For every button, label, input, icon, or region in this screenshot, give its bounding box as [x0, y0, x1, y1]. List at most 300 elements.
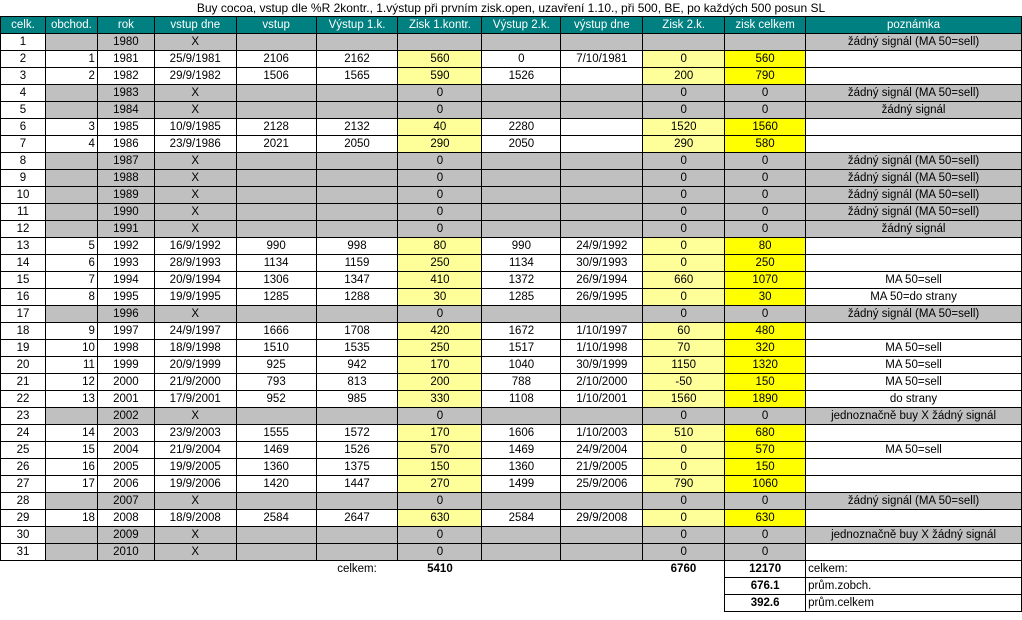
cell-vstup[interactable] — [236, 204, 316, 221]
cell-zisk-celkem[interactable]: 570 — [725, 442, 806, 459]
cell-rok[interactable]: 1980 — [97, 34, 154, 51]
cell-celk[interactable]: 4 — [1, 85, 46, 102]
cell-zisk-2-k[interactable]: 1150 — [643, 357, 725, 374]
cell-vstup-dne[interactable]: 18/9/1998 — [154, 340, 236, 357]
cell-zisk-1-kontr[interactable]: 0 — [398, 102, 482, 119]
cell-vstup[interactable]: 1506 — [236, 68, 316, 85]
cell-obchod[interactable]: 15 — [45, 442, 97, 459]
cell-v-stup-2-k[interactable] — [482, 153, 561, 170]
cell-vstup[interactable] — [236, 408, 316, 425]
cell-zisk-celkem[interactable]: 0 — [725, 153, 806, 170]
cell-rok[interactable]: 1999 — [97, 357, 154, 374]
cell-v-stup-2-k[interactable]: 1360 — [482, 459, 561, 476]
cell-celk[interactable]: 1 — [1, 34, 46, 51]
cell-pozn-mka[interactable]: MA 50=sell — [806, 340, 1022, 357]
cell-zisk-1-kontr[interactable]: 0 — [398, 544, 482, 561]
empty-cell[interactable] — [45, 595, 97, 612]
cell-v-stup-dne[interactable] — [561, 170, 643, 187]
cell-v-stup-2-k[interactable]: 1517 — [482, 340, 561, 357]
total-celkem-label[interactable]: celkem: — [806, 561, 1022, 578]
cell-rok[interactable]: 2002 — [97, 408, 154, 425]
cell-vstup-dne[interactable]: X — [154, 170, 236, 187]
cell-rok[interactable]: 2003 — [97, 425, 154, 442]
cell-v-stup-dne[interactable]: 26/9/1995 — [561, 289, 643, 306]
cell-zisk-1-kontr[interactable]: 0 — [398, 85, 482, 102]
cell-v-stup-1-k[interactable]: 2050 — [316, 136, 398, 153]
cell-pozn-mka[interactable]: do strany — [806, 391, 1022, 408]
cell-celk[interactable]: 9 — [1, 170, 46, 187]
empty-cell[interactable] — [398, 578, 482, 595]
column-header[interactable]: vstup — [236, 17, 316, 34]
cell-pozn-mka[interactable]: žádný signál — [806, 221, 1022, 238]
cell-rok[interactable]: 1981 — [97, 51, 154, 68]
cell-obchod[interactable] — [45, 221, 97, 238]
cell-celk[interactable]: 18 — [1, 323, 46, 340]
cell-zisk-celkem[interactable]: 0 — [725, 187, 806, 204]
cell-zisk-1-kontr[interactable]: 630 — [398, 510, 482, 527]
cell-rok[interactable]: 1992 — [97, 238, 154, 255]
cell-zisk-1-kontr[interactable]: 170 — [398, 425, 482, 442]
cell-zisk-celkem[interactable]: 320 — [725, 340, 806, 357]
cell-vstup[interactable] — [236, 493, 316, 510]
cell-zisk-1-kontr[interactable]: 330 — [398, 391, 482, 408]
cell-v-stup-1-k[interactable]: 1572 — [316, 425, 398, 442]
column-header[interactable]: Výstup 1.k. — [316, 17, 398, 34]
cell-obchod[interactable]: 8 — [45, 289, 97, 306]
cell-zisk-celkem[interactable]: 1320 — [725, 357, 806, 374]
cell-vstup[interactable]: 1555 — [236, 425, 316, 442]
cell-v-stup-dne[interactable]: 29/9/2008 — [561, 510, 643, 527]
cell-v-stup-2-k[interactable]: 1469 — [482, 442, 561, 459]
cell-vstup[interactable]: 2584 — [236, 510, 316, 527]
total-zisk2[interactable]: 6760 — [670, 563, 697, 576]
cell-celk[interactable]: 5 — [1, 102, 46, 119]
cell-pozn-mka[interactable]: žádný signál (MA 50=sell) — [806, 34, 1022, 51]
cell-vstup-dne[interactable]: X — [154, 221, 236, 238]
cell-pozn-mka[interactable]: žádný signál — [806, 102, 1022, 119]
cell-zisk-1-kontr[interactable]: 270 — [398, 476, 482, 493]
cell-rok[interactable]: 1997 — [97, 323, 154, 340]
cell-celk[interactable]: 10 — [1, 187, 46, 204]
cell-vstup-dne[interactable]: X — [154, 493, 236, 510]
cell-vstup[interactable]: 1469 — [236, 442, 316, 459]
cell-v-stup-1-k[interactable]: 1347 — [316, 272, 398, 289]
column-header[interactable]: poznámka — [806, 17, 1022, 34]
cell-vstup[interactable] — [236, 85, 316, 102]
cell-celk[interactable]: 20 — [1, 357, 46, 374]
cell-zisk-2-k[interactable]: 290 — [643, 136, 725, 153]
cell-v-stup-2-k[interactable] — [482, 85, 561, 102]
cell-zisk-2-k[interactable]: 660 — [643, 272, 725, 289]
cell-pozn-mka[interactable] — [806, 476, 1022, 493]
cell-v-stup-1-k[interactable]: 998 — [316, 238, 398, 255]
cell-celk[interactable]: 19 — [1, 340, 46, 357]
cell-celk[interactable]: 16 — [1, 289, 46, 306]
cell-pozn-mka[interactable]: žádný signál (MA 50=sell) — [806, 153, 1022, 170]
cell-vstup[interactable] — [236, 187, 316, 204]
cell-v-stup-dne[interactable] — [561, 187, 643, 204]
cell-vstup[interactable]: 990 — [236, 238, 316, 255]
cell-zisk-2-k[interactable]: 0 — [643, 527, 725, 544]
cell-zisk-2-k[interactable]: 0 — [643, 289, 725, 306]
cell-v-stup-2-k[interactable]: 0 — [482, 51, 561, 68]
cell-zisk-2-k[interactable]: 0 — [643, 221, 725, 238]
cell-zisk-2-k[interactable]: 0 — [643, 459, 725, 476]
cell-vstup-dne[interactable]: X — [154, 408, 236, 425]
cell-v-stup-2-k[interactable]: 1372 — [482, 272, 561, 289]
cell-v-stup-1-k[interactable] — [316, 221, 398, 238]
cell-v-stup-2-k[interactable] — [482, 187, 561, 204]
cell-vstup[interactable]: 1666 — [236, 323, 316, 340]
cell-zisk-2-k[interactable]: 0 — [643, 187, 725, 204]
cell-v-stup-1-k[interactable] — [316, 102, 398, 119]
cell-pozn-mka[interactable] — [806, 544, 1022, 561]
cell-zisk-celkem[interactable]: 80 — [725, 238, 806, 255]
cell-zisk-celkem[interactable]: 560 — [725, 51, 806, 68]
cell-obchod[interactable] — [45, 493, 97, 510]
cell-pozn-mka[interactable]: MA 50=sell — [806, 374, 1022, 391]
cell-v-stup-1-k[interactable]: 1159 — [316, 255, 398, 272]
cell-v-stup-dne[interactable] — [561, 544, 643, 561]
cell-v-stup-2-k[interactable]: 1606 — [482, 425, 561, 442]
cell-v-stup-2-k[interactable] — [482, 306, 561, 323]
cell-rok[interactable]: 2004 — [97, 442, 154, 459]
cell-zisk-celkem[interactable]: 680 — [725, 425, 806, 442]
cell-rok[interactable]: 2000 — [97, 374, 154, 391]
empty-cell[interactable] — [97, 561, 154, 578]
empty-cell[interactable] — [1, 578, 46, 595]
cell-v-stup-dne[interactable]: 24/9/2004 — [561, 442, 643, 459]
empty-cell[interactable] — [154, 595, 236, 612]
cell-vstup-dne[interactable]: 29/9/1982 — [154, 68, 236, 85]
cell-v-stup-dne[interactable]: 21/9/2005 — [561, 459, 643, 476]
cell-celk[interactable]: 21 — [1, 374, 46, 391]
cell-vstup-dne[interactable]: X — [154, 204, 236, 221]
column-header[interactable]: Výstup 2.k. — [482, 17, 561, 34]
cell-zisk-1-kontr[interactable]: 290 — [398, 136, 482, 153]
cell-v-stup-dne[interactable] — [561, 204, 643, 221]
cell-vstup-dne[interactable]: 23/9/2003 — [154, 425, 236, 442]
cell-vstup[interactable]: 1510 — [236, 340, 316, 357]
cell-v-stup-dne[interactable]: 7/10/1981 — [561, 51, 643, 68]
cell-zisk-2-k[interactable]: 60 — [643, 323, 725, 340]
avg-total-value[interactable]: 392.6 — [725, 595, 806, 612]
cell-v-stup-1-k[interactable]: 1708 — [316, 323, 398, 340]
cell-v-stup-dne[interactable] — [561, 153, 643, 170]
cell-zisk-1-kontr[interactable]: 0 — [398, 527, 482, 544]
cell-celk[interactable]: 25 — [1, 442, 46, 459]
cell-rok[interactable]: 2007 — [97, 493, 154, 510]
cell-pozn-mka[interactable] — [806, 510, 1022, 527]
cell-pozn-mka[interactable]: žádný signál (MA 50=sell) — [806, 170, 1022, 187]
cell-v-stup-dne[interactable]: 2/10/2000 — [561, 374, 643, 391]
cell-vstup-dne[interactable]: 25/9/1981 — [154, 51, 236, 68]
cell-vstup[interactable] — [236, 153, 316, 170]
cell-vstup[interactable]: 952 — [236, 391, 316, 408]
cell-zisk-2-k[interactable]: 0 — [643, 493, 725, 510]
cell-obchod[interactable]: 18 — [45, 510, 97, 527]
cell-rok[interactable]: 2001 — [97, 391, 154, 408]
cell-vstup-dne[interactable]: X — [154, 85, 236, 102]
cell-celk[interactable]: 12 — [1, 221, 46, 238]
cell-rok[interactable]: 2008 — [97, 510, 154, 527]
cell-v-stup-2-k[interactable] — [482, 544, 561, 561]
column-header[interactable]: obchod. — [45, 17, 97, 34]
cell-zisk-2-k[interactable]: 70 — [643, 340, 725, 357]
cell-v-stup-2-k[interactable] — [482, 221, 561, 238]
cell-zisk-celkem[interactable]: 1560 — [725, 119, 806, 136]
cell-vstup-dne[interactable]: 21/9/2004 — [154, 442, 236, 459]
cell-rok[interactable]: 1983 — [97, 85, 154, 102]
cell-pozn-mka[interactable]: žádný signál (MA 50=sell) — [806, 187, 1022, 204]
cell-celk[interactable]: 27 — [1, 476, 46, 493]
cell-v-stup-dne[interactable] — [561, 306, 643, 323]
cell-v-stup-1-k[interactable] — [316, 85, 398, 102]
cell-vstup[interactable] — [236, 527, 316, 544]
column-header[interactable]: zisk celkem — [725, 17, 806, 34]
cell-vstup[interactable]: 793 — [236, 374, 316, 391]
cell-obchod[interactable] — [45, 153, 97, 170]
cell-zisk-2-k[interactable]: 0 — [643, 85, 725, 102]
cell-obchod[interactable] — [45, 85, 97, 102]
cell-vstup[interactable]: 1306 — [236, 272, 316, 289]
cell-v-stup-1-k[interactable] — [316, 306, 398, 323]
cell-pozn-mka[interactable]: MA 50=do strany — [806, 289, 1022, 306]
cell-celk[interactable]: 24 — [1, 425, 46, 442]
cell-v-stup-1-k[interactable]: 1447 — [316, 476, 398, 493]
cell-v-stup-2-k[interactable] — [482, 493, 561, 510]
cell-v-stup-1-k[interactable]: 1565 — [316, 68, 398, 85]
cell-zisk-celkem[interactable]: 0 — [725, 221, 806, 238]
cell-v-stup-1-k[interactable] — [316, 408, 398, 425]
cell-vstup[interactable] — [236, 102, 316, 119]
cell-v-stup-1-k[interactable]: 813 — [316, 374, 398, 391]
cell-zisk-1-kontr[interactable]: 0 — [398, 306, 482, 323]
cell-vstup[interactable] — [236, 221, 316, 238]
cell-zisk-2-k[interactable]: 0 — [643, 442, 725, 459]
cell-zisk-2-k[interactable]: 0 — [643, 51, 725, 68]
cell-pozn-mka[interactable] — [806, 136, 1022, 153]
cell-vstup[interactable] — [236, 544, 316, 561]
cell-zisk-2-k[interactable]: 0 — [643, 153, 725, 170]
cell-pozn-mka[interactable]: žádný signál (MA 50=sell) — [806, 493, 1022, 510]
cell-zisk-celkem[interactable]: 250 — [725, 255, 806, 272]
cell-vstup[interactable]: 925 — [236, 357, 316, 374]
cell-v-stup-1-k[interactable] — [316, 153, 398, 170]
cell-v-stup-dne[interactable] — [561, 221, 643, 238]
cell-v-stup-2-k[interactable]: 1672 — [482, 323, 561, 340]
cell-zisk-2-k[interactable]: 0 — [643, 102, 725, 119]
cell-vstup[interactable]: 1420 — [236, 476, 316, 493]
cell-v-stup-1-k[interactable]: 1535 — [316, 340, 398, 357]
cell-v-stup-2-k[interactable] — [482, 408, 561, 425]
cell-vstup-dne[interactable]: X — [154, 187, 236, 204]
cell-v-stup-2-k[interactable] — [482, 204, 561, 221]
cell-zisk-1-kontr[interactable]: 250 — [398, 255, 482, 272]
cell-v-stup-2-k[interactable]: 1499 — [482, 476, 561, 493]
cell-obchod[interactable]: 5 — [45, 238, 97, 255]
cell-celk[interactable]: 6 — [1, 119, 46, 136]
cell-pozn-mka[interactable]: MA 50=sell — [806, 272, 1022, 289]
cell-vstup-dne[interactable]: 24/9/1997 — [154, 323, 236, 340]
cell-vstup-dne[interactable]: 17/9/2001 — [154, 391, 236, 408]
cell-zisk-1-kontr[interactable]: 0 — [398, 187, 482, 204]
cell-v-stup-1-k[interactable] — [316, 170, 398, 187]
cell-rok[interactable]: 1994 — [97, 272, 154, 289]
cell-zisk-1-kontr[interactable]: 40 — [398, 119, 482, 136]
cell-pozn-mka[interactable] — [806, 238, 1022, 255]
cell-v-stup-2-k[interactable]: 1134 — [482, 255, 561, 272]
cell-zisk-1-kontr[interactable]: 0 — [398, 493, 482, 510]
cell-zisk-celkem[interactable] — [725, 34, 806, 51]
cell-vstup-dne[interactable]: X — [154, 544, 236, 561]
cell-v-stup-dne[interactable] — [561, 136, 643, 153]
cell-vstup[interactable] — [236, 34, 316, 51]
cell-v-stup-2-k[interactable]: 2050 — [482, 136, 561, 153]
cell-zisk-celkem[interactable]: 630 — [725, 510, 806, 527]
cell-zisk-celkem[interactable]: 0 — [725, 102, 806, 119]
cell-v-stup-2-k[interactable] — [482, 34, 561, 51]
cell-v-stup-dne[interactable] — [561, 527, 643, 544]
cell-vstup-dne[interactable]: X — [154, 34, 236, 51]
cell-zisk-2-k[interactable]: 1560 — [643, 391, 725, 408]
cell-v-stup-1-k[interactable]: 2162 — [316, 51, 398, 68]
cell-v-stup-1-k[interactable]: 2132 — [316, 119, 398, 136]
cell-zisk-1-kontr[interactable]: 560 — [398, 51, 482, 68]
cell-zisk-2-k[interactable]: 790 — [643, 476, 725, 493]
empty-cell[interactable] — [398, 595, 482, 612]
empty-cell[interactable] — [643, 578, 725, 595]
cell-zisk-1-kontr[interactable]: 30 — [398, 289, 482, 306]
cell-zisk-2-k[interactable]: 0 — [643, 306, 725, 323]
empty-cell[interactable] — [561, 595, 643, 612]
cell-v-stup-dne[interactable]: 30/9/1993 — [561, 255, 643, 272]
cell-zisk-2-k[interactable]: 0 — [643, 408, 725, 425]
cell-zisk-2-k[interactable]: 1520 — [643, 119, 725, 136]
cell-vstup-dne[interactable]: 16/9/1992 — [154, 238, 236, 255]
cell-vstup-dne[interactable]: 20/9/1999 — [154, 357, 236, 374]
cell-zisk-celkem[interactable]: 0 — [725, 170, 806, 187]
cell-rok[interactable]: 1987 — [97, 153, 154, 170]
column-header[interactable]: Zisk 1.kontr. — [398, 17, 482, 34]
cell-zisk-celkem[interactable]: 0 — [725, 408, 806, 425]
cell-rok[interactable]: 2005 — [97, 459, 154, 476]
cell-obchod[interactable]: 16 — [45, 459, 97, 476]
cell-rok[interactable]: 1984 — [97, 102, 154, 119]
cell-obchod[interactable]: 6 — [45, 255, 97, 272]
cell-v-stup-dne[interactable] — [561, 68, 643, 85]
cell-celk[interactable]: 23 — [1, 408, 46, 425]
cell-v-stup-dne[interactable]: 1/10/2001 — [561, 391, 643, 408]
cell-v-stup-1-k[interactable] — [316, 204, 398, 221]
cell-v-stup-2-k[interactable]: 1040 — [482, 357, 561, 374]
cell-vstup-dne[interactable]: 19/9/2006 — [154, 476, 236, 493]
cell-vstup[interactable]: 2021 — [236, 136, 316, 153]
cell-zisk-1-kontr[interactable] — [398, 34, 482, 51]
cell-celk[interactable]: 14 — [1, 255, 46, 272]
avg-trades-label[interactable]: prům.zobch. — [806, 578, 1022, 595]
avg-trades-value[interactable]: 676.1 — [725, 578, 806, 595]
cell-pozn-mka[interactable]: žádný signál (MA 50=sell) — [806, 204, 1022, 221]
cell-rok[interactable]: 2006 — [97, 476, 154, 493]
cell-pozn-mka[interactable]: MA 50=sell — [806, 357, 1022, 374]
cell-v-stup-dne[interactable] — [561, 34, 643, 51]
cell-obchod[interactable] — [45, 204, 97, 221]
cell-zisk-1-kontr[interactable]: 570 — [398, 442, 482, 459]
empty-cell[interactable] — [45, 561, 97, 578]
cell-zisk-2-k[interactable]: 0 — [643, 255, 725, 272]
cell-celk[interactable]: 31 — [1, 544, 46, 561]
cell-zisk-1-kontr[interactable]: 0 — [398, 221, 482, 238]
cell-v-stup-1-k[interactable]: 1288 — [316, 289, 398, 306]
column-header[interactable]: výstup dne — [561, 17, 643, 34]
cell-v-stup-1-k[interactable]: 1526 — [316, 442, 398, 459]
cell-celk[interactable]: 11 — [1, 204, 46, 221]
cell-pozn-mka[interactable] — [806, 255, 1022, 272]
cell-zisk-celkem[interactable]: 580 — [725, 136, 806, 153]
cell-zisk-celkem[interactable]: 1070 — [725, 272, 806, 289]
total-celkem[interactable]: 12170 — [725, 561, 806, 578]
empty-cell[interactable] — [561, 561, 643, 578]
empty-cell[interactable] — [482, 561, 561, 578]
cell-vstup-dne[interactable]: X — [154, 527, 236, 544]
cell-v-stup-1-k[interactable]: 2647 — [316, 510, 398, 527]
cell-rok[interactable]: 1993 — [97, 255, 154, 272]
cell-celk[interactable]: 13 — [1, 238, 46, 255]
cell-obchod[interactable] — [45, 187, 97, 204]
cell-v-stup-dne[interactable]: 25/9/2006 — [561, 476, 643, 493]
cell-zisk-2-k[interactable]: 510 — [643, 425, 725, 442]
column-header[interactable]: vstup dne — [154, 17, 236, 34]
cell-vstup-dne[interactable]: 18/9/2008 — [154, 510, 236, 527]
cell-zisk-1-kontr[interactable]: 0 — [398, 408, 482, 425]
cell-obchod[interactable] — [45, 527, 97, 544]
cell-vstup[interactable]: 2106 — [236, 51, 316, 68]
cell-obchod[interactable] — [45, 34, 97, 51]
cell-pozn-mka[interactable] — [806, 425, 1022, 442]
cell-v-stup-2-k[interactable] — [482, 102, 561, 119]
cell-zisk-2-k[interactable]: 0 — [643, 238, 725, 255]
cell-celk[interactable]: 3 — [1, 68, 46, 85]
column-header[interactable]: rok — [97, 17, 154, 34]
cell-v-stup-1-k[interactable]: 1375 — [316, 459, 398, 476]
avg-total-label[interactable]: prům.celkem — [806, 595, 1022, 612]
cell-obchod[interactable]: 13 — [45, 391, 97, 408]
cell-v-stup-2-k[interactable]: 2584 — [482, 510, 561, 527]
cell-vstup-dne[interactable]: 19/9/1995 — [154, 289, 236, 306]
cell-v-stup-2-k[interactable]: 788 — [482, 374, 561, 391]
cell-zisk-2-k[interactable]: 0 — [643, 544, 725, 561]
cell-obchod[interactable]: 7 — [45, 272, 97, 289]
cell-zisk-1-kontr[interactable]: 420 — [398, 323, 482, 340]
empty-cell[interactable] — [1, 561, 46, 578]
cell-zisk-2-k[interactable]: 200 — [643, 68, 725, 85]
cell-v-stup-dne[interactable]: 26/9/1994 — [561, 272, 643, 289]
cell-zisk-1-kontr[interactable]: 0 — [398, 204, 482, 221]
cell-vstup-dne[interactable]: X — [154, 306, 236, 323]
cell-vstup-dne[interactable]: X — [154, 153, 236, 170]
cell-obchod[interactable]: 9 — [45, 323, 97, 340]
cell-rok[interactable]: 1988 — [97, 170, 154, 187]
cell-v-stup-2-k[interactable]: 2280 — [482, 119, 561, 136]
cell-rok[interactable]: 2009 — [97, 527, 154, 544]
cell-v-stup-1-k[interactable] — [316, 493, 398, 510]
cell-v-stup-1-k[interactable] — [316, 187, 398, 204]
cell-celk[interactable]: 2 — [1, 51, 46, 68]
cell-v-stup-2-k[interactable] — [482, 170, 561, 187]
cell-rok[interactable]: 1991 — [97, 221, 154, 238]
cell-vstup-dne[interactable]: 20/9/1994 — [154, 272, 236, 289]
